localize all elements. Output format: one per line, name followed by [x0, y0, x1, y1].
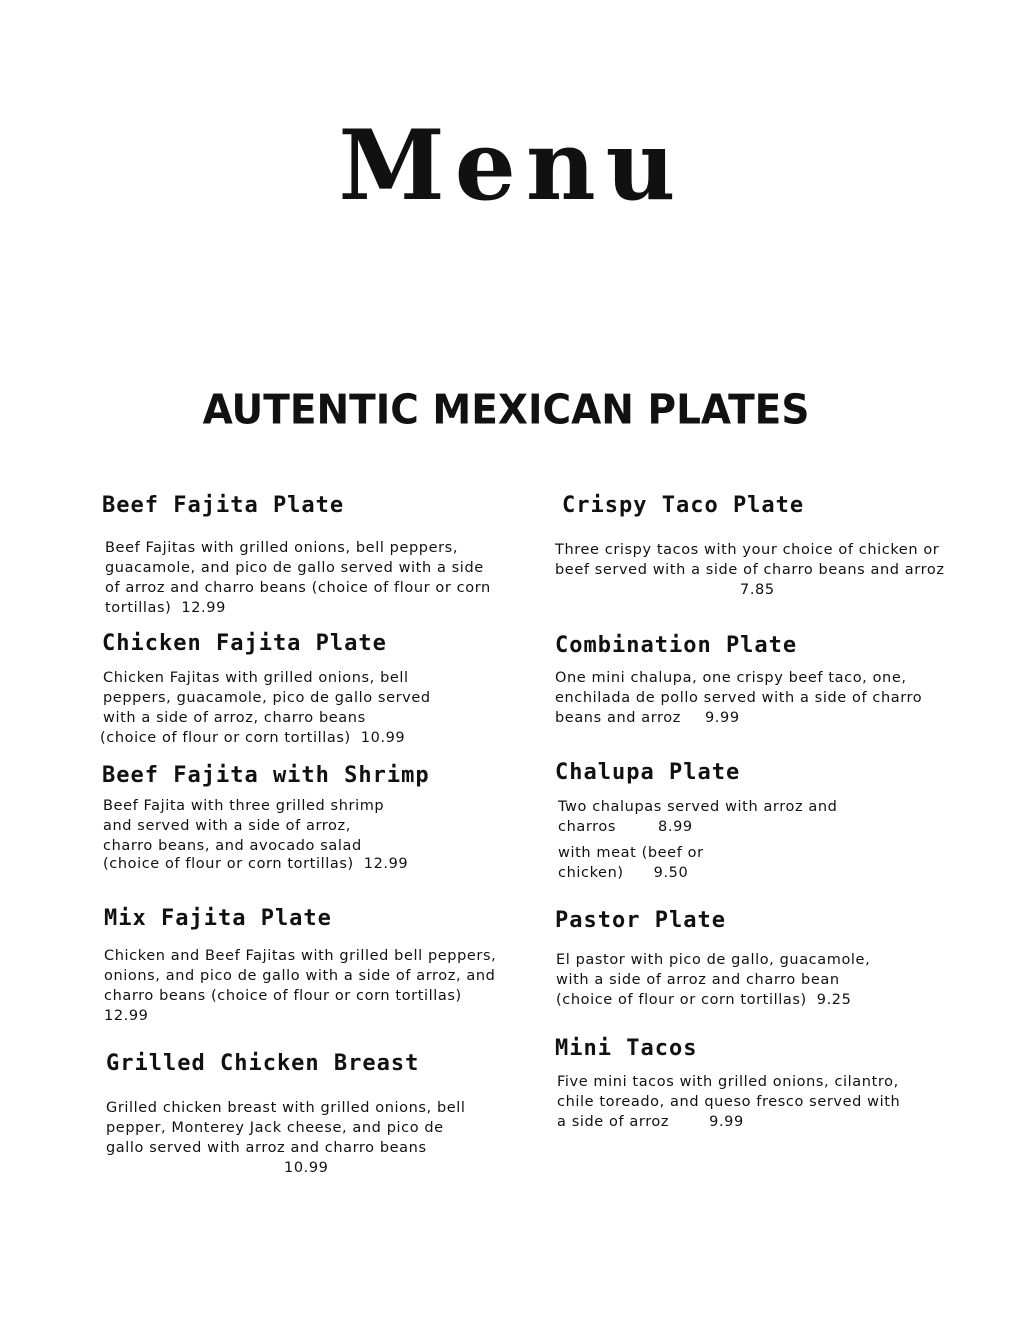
desc-line: Beef Fajita with three grilled shrimp	[103, 798, 385, 814]
desc-text: tortillas)	[105, 600, 172, 616]
item-name: Beef Fajita Plate	[102, 493, 345, 518]
desc-line: charro beans, and avocado salad	[103, 838, 362, 854]
desc-line	[103, 854, 408, 874]
item-price: 12.99	[104, 1008, 149, 1024]
item-name: Beef Fajita with Shrimp	[102, 763, 430, 788]
menu-item-chalupa-plate	[555, 760, 838, 881]
desc-line: One mini chalupa, one crispy beef taco, one,	[555, 670, 907, 686]
desc-line	[558, 863, 837, 883]
item-price: 9.99	[709, 1114, 744, 1130]
section-title: AUTENTIC MEXICAN PLATES	[202, 386, 810, 435]
item-description	[100, 668, 431, 748]
item-name: Crispy Taco Plate	[562, 493, 805, 518]
menu-item-pastor-plate	[555, 908, 871, 1008]
item-price: 8.99	[658, 819, 693, 835]
desc-line	[105, 598, 491, 618]
menu-title: Menu	[338, 109, 686, 222]
item-price: 10.99	[360, 730, 406, 746]
desc-text: charros	[558, 819, 617, 835]
desc-line: beef served with a side of charro beans and arroz	[555, 562, 945, 578]
desc-line	[558, 817, 837, 837]
menu-item-beef-fajita-plate	[102, 493, 491, 616]
desc-text: beans and arroz	[555, 710, 681, 726]
desc-line: peppers, guacamole, pico de gallo served	[103, 690, 431, 706]
desc-line	[556, 990, 870, 1010]
menu-item-mini-tacos	[555, 1036, 901, 1130]
item-price: 10.99	[284, 1160, 329, 1176]
desc-text: a side of arroz	[557, 1114, 670, 1130]
item-price: 12.99	[181, 600, 226, 616]
item-description	[555, 668, 922, 728]
desc-line: with a side of arroz and charro bean	[556, 972, 840, 988]
desc-line: Chicken and Beef Fajitas with grilled bell peppers,	[104, 948, 497, 964]
desc-text: (choice of flour or corn tortillas)	[103, 856, 354, 872]
item-description	[557, 1072, 900, 1132]
desc-line: Beef Fajitas with grilled onions, bell peppers,	[105, 540, 459, 556]
desc-line: onions, and pico de gallo with a side of arroz, and	[104, 968, 496, 984]
item-name: Mini Tacos	[555, 1036, 698, 1061]
desc-text: chicken)	[558, 865, 624, 881]
item-description	[556, 950, 870, 1010]
desc-line	[555, 708, 922, 728]
item-description	[104, 946, 496, 1026]
menu-item-combination-plate	[555, 633, 923, 726]
desc-line: with a side of arroz, charro beans	[103, 710, 366, 726]
desc-line: of arroz and charro beans (choice of flour or corn	[105, 580, 491, 596]
menu-item-grilled-chicken-breast	[106, 1051, 466, 1176]
desc-line	[100, 728, 431, 748]
menu-item-chicken-fajita-plate	[100, 631, 431, 746]
desc-line: charro beans (choice of flour or corn tortillas)	[104, 988, 462, 1004]
item-description	[103, 796, 408, 874]
item-name: Mix Fajita Plate	[104, 906, 332, 931]
desc-line: guacamole, and pico de gallo served with a side	[105, 560, 484, 576]
item-name: Combination Plate	[555, 633, 798, 658]
item-name: Chicken Fajita Plate	[102, 631, 387, 656]
desc-text: (choice of flour or corn tortillas)	[556, 992, 807, 1008]
desc-line: with meat (beef or	[558, 845, 704, 861]
item-price: 9.25	[816, 992, 852, 1008]
desc-line: and served with a side of arroz,	[103, 818, 351, 834]
menu-item-crispy-taco-plate	[555, 493, 945, 598]
item-description	[106, 1098, 466, 1178]
desc-line: Grilled chicken breast with grilled onions, bell	[106, 1100, 466, 1116]
menu-item-mix-fajita-plate	[104, 906, 497, 1024]
item-description	[105, 538, 491, 618]
desc-line: Three crispy tacos with your choice of chicken or	[555, 542, 940, 558]
desc-line	[557, 1112, 900, 1132]
item-price: 12.99	[363, 856, 409, 872]
desc-line: chile toreado, and queso fresco served with	[557, 1094, 901, 1110]
desc-line: enchilada de pollo served with a side of charro	[555, 690, 923, 706]
item-description	[558, 797, 837, 883]
desc-line: El pastor with pico de gallo, guacamole,	[556, 952, 871, 968]
desc-line: gallo served with arroz and charro beans	[106, 1140, 427, 1156]
item-price: 7.85	[740, 582, 775, 598]
item-name: Grilled Chicken Breast	[106, 1051, 420, 1076]
item-name: Pastor Plate	[555, 908, 726, 933]
desc-text: (choice of flour or corn tortillas)	[100, 730, 351, 746]
desc-line: Five mini tacos with grilled onions, cilantro,	[557, 1074, 899, 1090]
desc-line: Chicken Fajitas with grilled onions, bell	[103, 670, 409, 686]
item-name: Chalupa Plate	[555, 760, 741, 785]
desc-line: Two chalupas served with arroz and	[558, 799, 838, 815]
item-description	[555, 540, 945, 600]
item-price: 9.99	[704, 710, 740, 726]
item-meat-price: 9.50	[653, 865, 689, 881]
menu-item-beef-fajita-shrimp	[102, 763, 430, 872]
desc-line: pepper, Monterey Jack cheese, and pico de	[106, 1120, 444, 1136]
